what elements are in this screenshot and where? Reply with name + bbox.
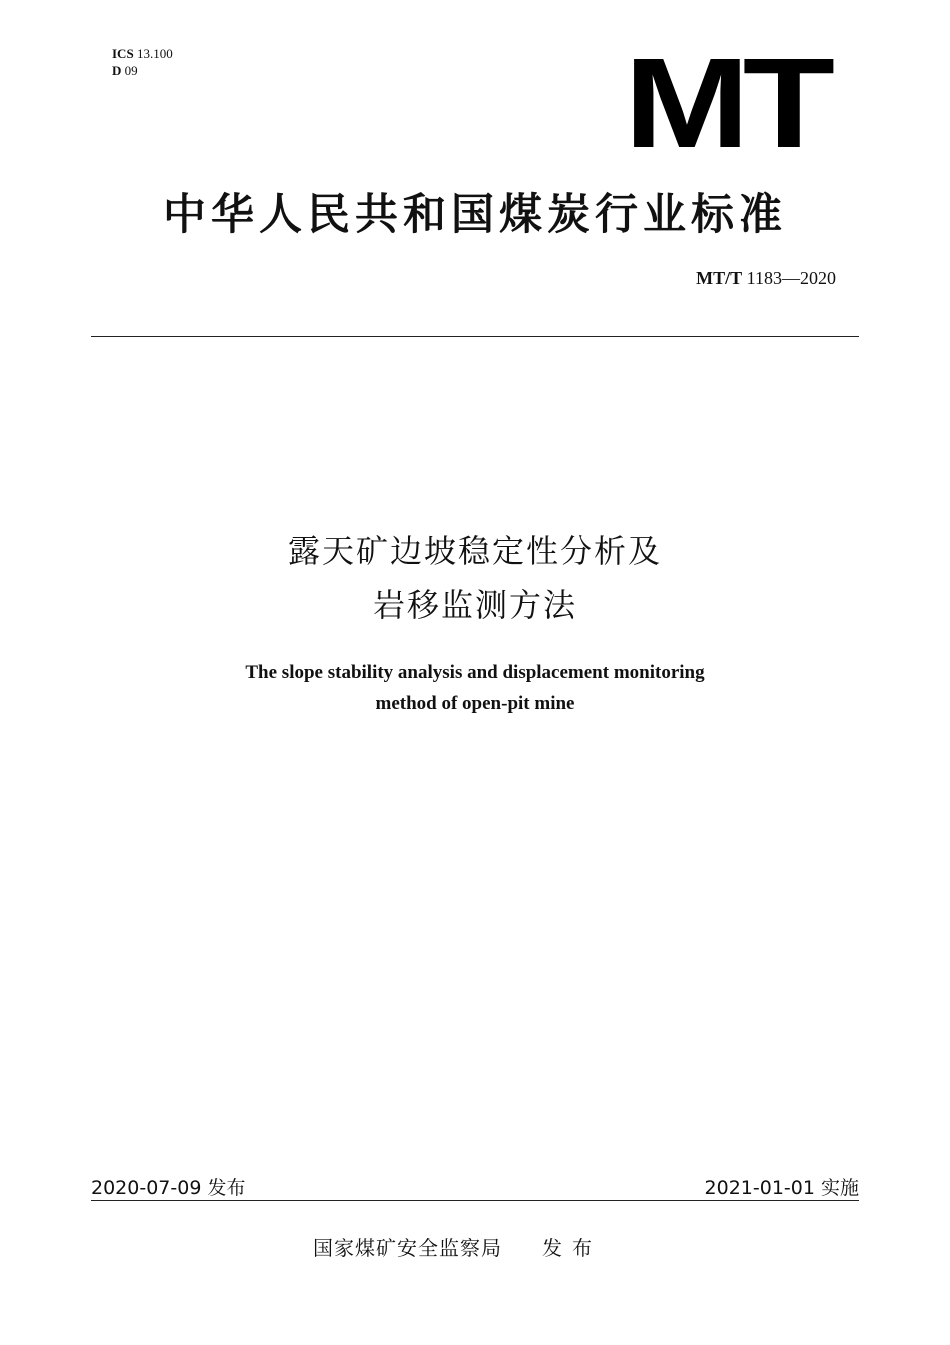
english-title-line-2: method of open-pit mine: [375, 693, 575, 714]
ics-label: ICS: [112, 46, 134, 61]
publisher-name: 国家煤矿安全监察局: [313, 1236, 502, 1260]
standard-category-title: 中华人民共和国煤炭行业标准: [163, 190, 787, 240]
publisher-line: [313, 1232, 602, 1261]
standard-code: MT/T: [696, 268, 743, 288]
bottom-divider: [91, 1200, 859, 1201]
standard-number-value: 1183—2020: [746, 268, 836, 288]
top-divider: [91, 336, 859, 337]
classification-block: [112, 45, 173, 79]
standard-number: [696, 268, 836, 289]
mt-logo: MT: [624, 32, 828, 175]
ccs-line: [112, 62, 173, 79]
ccs-label: D: [112, 63, 122, 78]
publisher-action: 发布: [542, 1236, 602, 1260]
ics-line: [112, 45, 173, 62]
implementation-date: 2021-01-01 实施: [704, 1177, 859, 1199]
english-title-line-1: The slope stability analysis and displacement monitoring: [245, 662, 705, 683]
chinese-title-line-1: 露天矿边坡稳定性分析及: [287, 532, 662, 570]
ics-value: 13.100: [136, 46, 173, 61]
issue-date: 2020-07-09 发布: [91, 1177, 246, 1199]
chinese-title-line-2: 岩移监测方法: [372, 586, 577, 624]
ccs-value: 09: [124, 63, 138, 78]
